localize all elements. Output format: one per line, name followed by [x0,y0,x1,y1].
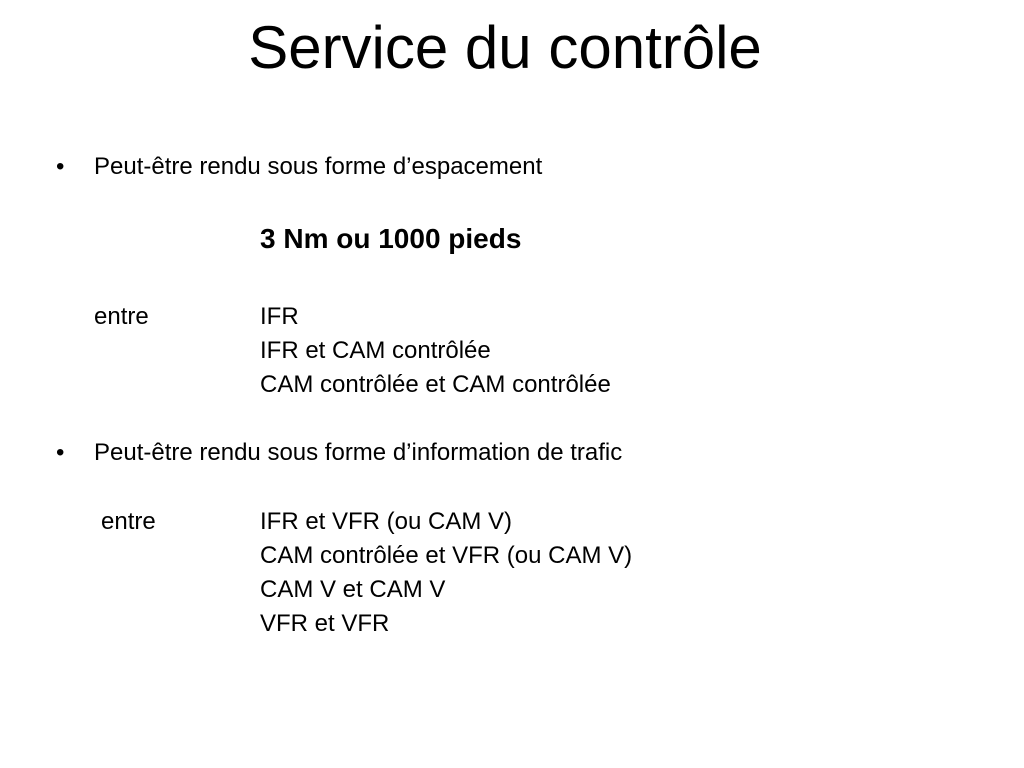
between-label: entre [101,508,156,535]
bullet-icon: • [56,153,65,180]
bullet-item-spacing [56,150,542,184]
pair-line: IFR [260,303,299,330]
bullet-item-traffic-info [56,436,622,470]
slide-title: Service du contrôle [248,14,762,81]
pair-line: CAM contrôlée et CAM contrôlée [260,371,611,398]
pair-line: IFR et CAM contrôlée [260,337,491,364]
bullet-text: Peut-être rendu sous forme d’espacement [94,153,543,180]
pair-line: IFR et VFR (ou CAM V) [260,508,513,535]
between-label: entre [94,303,149,330]
pair-line: CAM V et CAM V [260,576,446,603]
pair-line: CAM contrôlée et VFR (ou CAM V) [260,542,633,569]
bullet-text: Peut-être rendu sous forme d’information de trafic [94,439,623,466]
pair-line: VFR et VFR [260,610,390,637]
spacing-value: 3 Nm ou 1000 pieds [260,223,522,254]
bullet-icon: • [56,439,65,466]
